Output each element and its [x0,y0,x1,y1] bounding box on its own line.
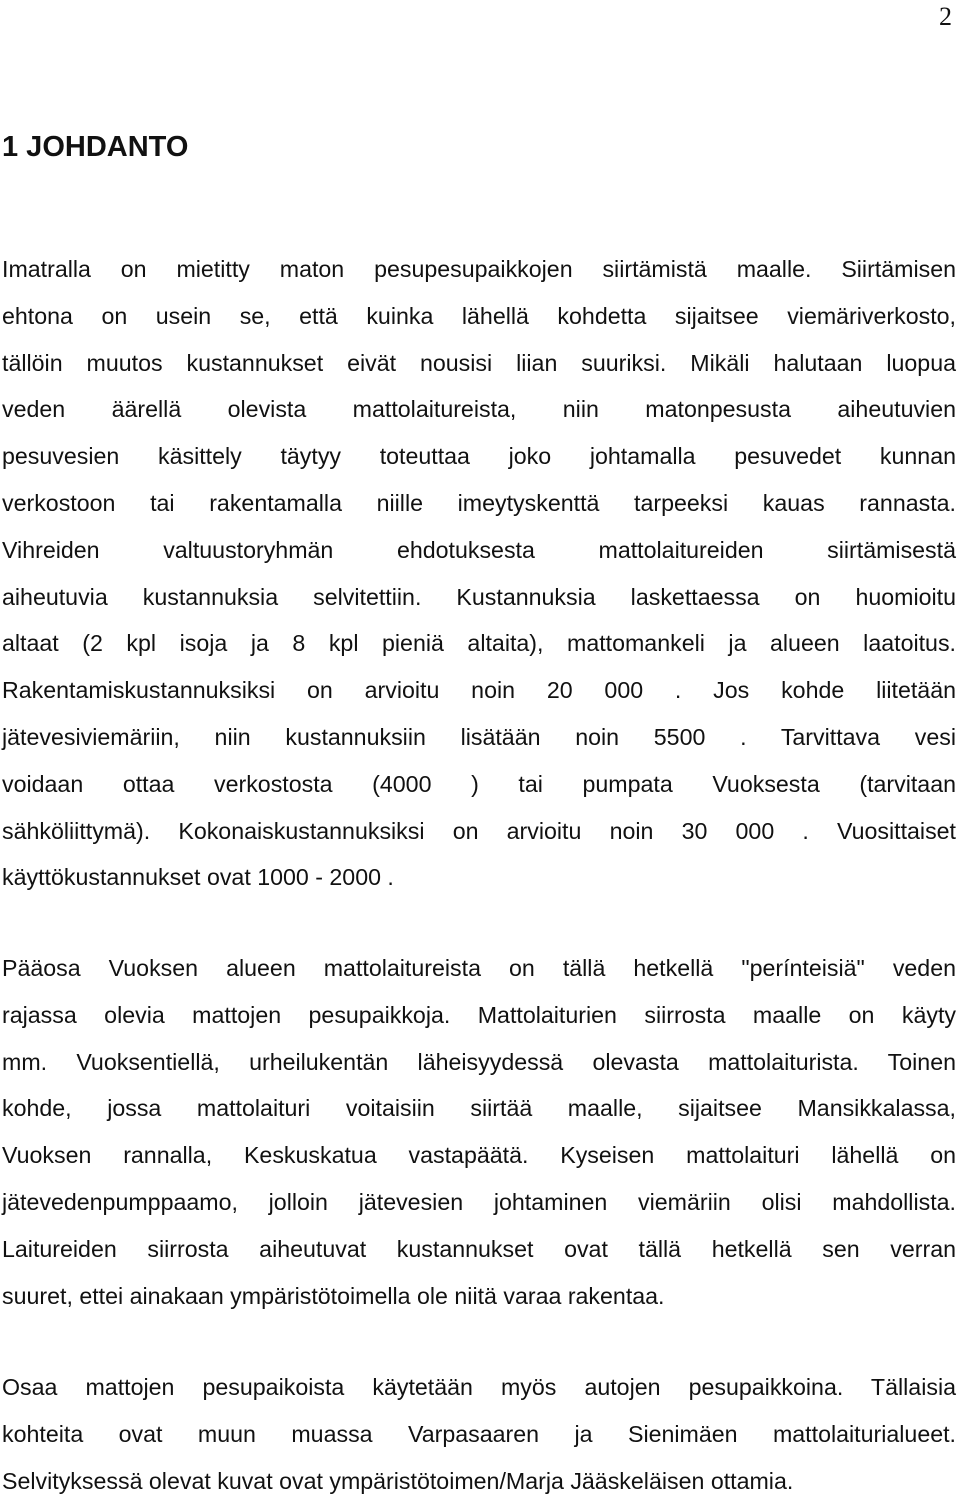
paragraph-intro [2,246,956,901]
paragraph-car-wash [2,1364,956,1504]
paragraph-line: jätevedenpumppaamo, jolloin jätevesien johtaminen viemäriin olisi mahdollista. [2,1188,956,1215]
paragraph-line: ehtona on usein se, että kuinka lähellä kohdetta sijaitsee viemäriverkosto, [2,302,956,329]
paragraph-line: rajassa olevia mattojen pesupaikkoja. Mattolaiturien siirrosta maalle on käyty [2,1001,956,1028]
paragraph-line: kohde, jossa mattolaituri voitaisiin siirtää maalle, sijaitsee Mansikkalassa, [2,1095,956,1122]
paragraph-line: suuret, ettei ainakaan ympäristötoimella ole niitä varaa rakentaa. [2,1282,665,1309]
page-number: 2 [939,2,952,31]
paragraph-line: tällöin muutos kustannukset eivät nousisi liian suuriksi. Mikäli halutaan luopua [2,349,956,376]
paragraph-line: pesuvesien käsittely täytyy toteuttaa joko johtamalla pesuvedet kunnan [2,443,956,470]
paragraph-line: Pääosa Vuoksen alueen mattolaitureista on tällä hetkellä "perínteisiä" veden [2,955,956,981]
paragraph-line: voidaan ottaa verkostosta (4000 ) tai pumpata Vuoksesta (tarvitaan [2,770,956,797]
paragraph-line: sähköliittymä). Kokonaiskustannuksiksi on arvioitu noin 30 000 . Vuosittaiset [2,817,956,844]
paragraph-line: veden äärellä olevista mattolaitureista, niin matonpesusta aiheutuvien [2,396,956,423]
paragraph-line: Imatralla on mietitty maton pesupesupaikkojen siirtämistä maalle. Siirtämisen [2,256,956,282]
paragraph-line: Selvityksessä olevat kuvat ovat ympäristötoimen/Marja Jääskeläisen ottamia. [2,1467,794,1494]
paragraph-line: Vihreiden valtuustoryhmän ehdotuksesta mattolaitureiden siirtämisestä [2,536,956,563]
paragraph-line: Osaa mattojen pesupaikoista käytetään myös autojen pesupaikkoina. Tällaisia [2,1374,956,1400]
paragraph-current-status [2,945,956,1319]
paragraph-line: Vuoksen rannalla, Keskuskatua vastapäätä. Kyseisen mattolaituri lähellä on [2,1142,956,1169]
paragraph-line: aiheutuvia kustannuksia selvitettiin. Kustannuksia laskettaessa on huomioitu [2,583,956,610]
paragraph-line: mm. Vuoksentiellä, urheilukentän läheisyydessä olevasta mattolaiturista. Toinen [2,1048,956,1075]
paragraph-line: altaat (2 kpl isoja ja 8 kpl pieniä altaita), mattomankeli ja alueen laatoitus. [2,630,956,657]
paragraph-line: Laitureiden siirrosta aiheutuvat kustannukset ovat tällä hetkellä sen verran [2,1235,956,1262]
section-heading: 1 JOHDANTO [2,131,189,163]
paragraph-line: käyttökustannukset ovat 1000 - 2000 . [2,864,394,891]
paragraph-line: Rakentamiskustannuksiksi on arvioitu noin 20 000 . Jos kohde liitetään [2,677,956,704]
paragraph-line: jätevesiviemäriin, niin kustannuksiin lisätään noin 5500 . Tarvittava vesi [2,723,956,750]
paragraph-line: kohteita ovat muun muassa Varpasaaren ja Sienimäen mattolaiturialueet. [2,1420,956,1447]
paragraph-line: verkostoon tai rakentamalla niille imeytyskenttä tarpeeksi kauas rannasta. [2,489,956,516]
